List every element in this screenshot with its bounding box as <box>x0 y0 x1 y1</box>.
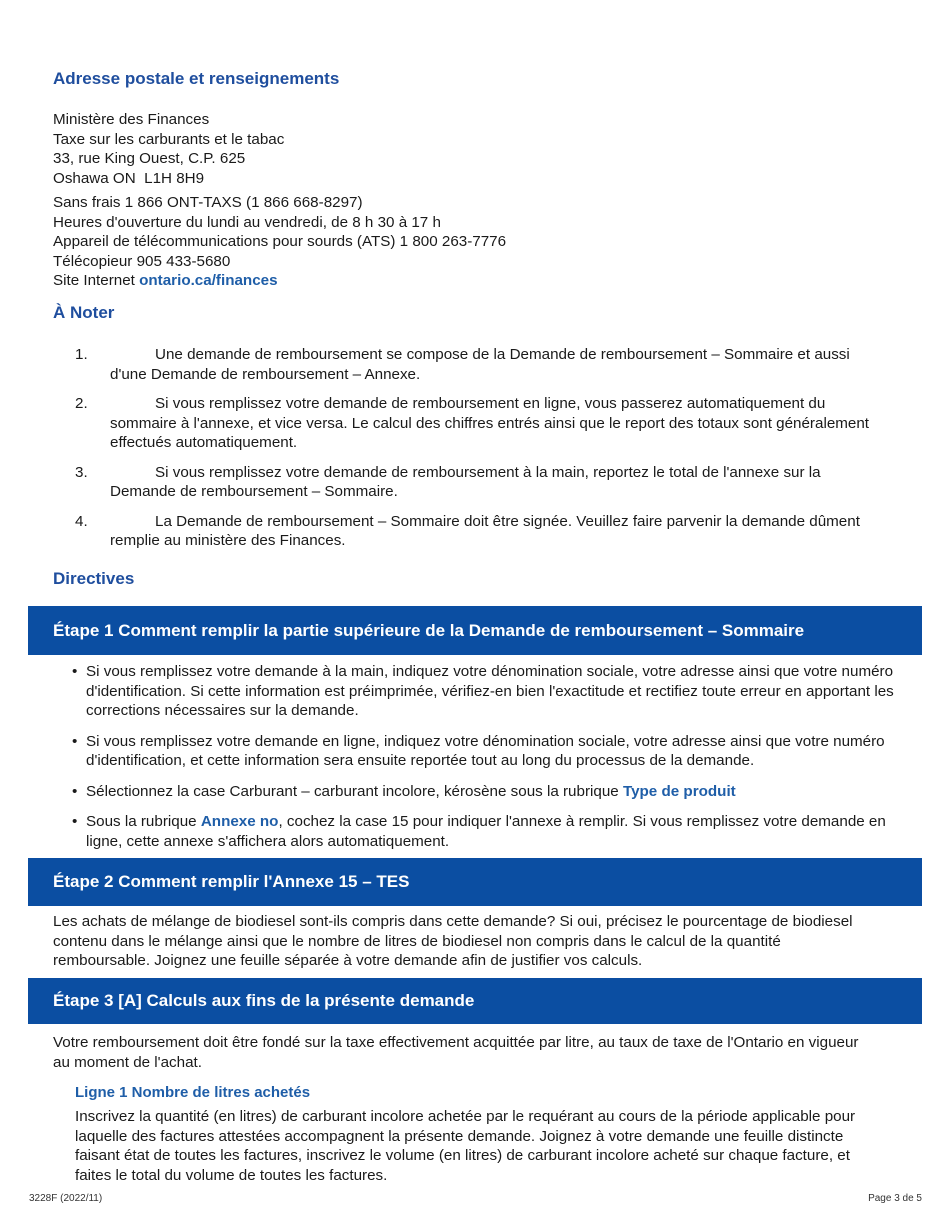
bullet-text: Si vous remplissez votre demande à la main, indiquez votre dénomination sociale, votre adresse ainsi que votre numéro d'identification. Si cette information est préimprimée, vérifiez-en bien l'exactitude et rectifiez toute erreur en apportant les corrections nécessaires sur la demande. <box>86 663 894 719</box>
website-line <box>53 271 753 291</box>
contact-info <box>53 193 753 291</box>
list-item <box>62 345 872 384</box>
step2-banner <box>28 858 922 906</box>
bullet-text: Sous la rubrique <box>86 813 201 830</box>
website-link[interactable]: ontario.ca/finances <box>139 272 278 289</box>
item-number: 3. <box>75 463 88 481</box>
item-number: 4. <box>75 512 88 530</box>
address-line: Taxe sur les carburants et le tabac <box>53 130 285 148</box>
list-item <box>62 463 872 502</box>
list-item <box>62 512 872 551</box>
note-heading: À Noter <box>53 303 115 322</box>
bullet-text: Si vous remplissez votre demande en ligne, indiquez votre dénomination sociale, votre adresse ainsi que votre numéro d'identification, et cette information sera ensuite reportée tout au long du processus de la demande. <box>86 732 885 769</box>
bullet-icon: • <box>72 663 78 680</box>
product-type-link[interactable]: Type de produit <box>622 782 736 800</box>
item-text: La Demande de remboursement – Sommaire doit être signée. Veuillez faire parvenir la demande dûment remplie au ministère des Finances. <box>110 512 860 549</box>
step2-text: Les achats de mélange de biodiesel sont-ils compris dans cette demande? Si oui, précisez le pourcentage de biodiesel contenu dans le mélange ainsi que le nombre de litres de biodiesel non compris dans le calcul de la quantité remboursable. Joignez une feuille séparée à votre demande afin de justifier vos calculs. <box>53 913 853 969</box>
step3-banner <box>28 978 922 1024</box>
mailing-heading: Adresse postale et renseignements <box>53 69 340 88</box>
item-text: Si vous remplissez votre demande de remboursement à la main, reportez le total de l'annexe sur la Demande de remboursement – Sommaire. <box>110 463 821 500</box>
address-line: Ministère des Finances <box>53 111 210 128</box>
step1-title: Étape 1 Comment remplir la partie supérieure de la Demande de remboursement – Sommaire <box>53 620 805 640</box>
list-item <box>72 662 897 721</box>
step3-title: Étape 3 [A] Calculs aux fins de la présente demande <box>53 991 475 1010</box>
form-code: 3228F (2022/11) <box>29 1193 103 1204</box>
line1-text: Inscrivez la quantité (en litres) de carburant incolore achetée par le requérant au cours de la période applicable pour laquelle des factures attestées accompagnent la présente demande. Joignez à votre demande une feuille distincte faisant état de toutes les factures, inscrivez le volume (en litres) de carburant incolore acheté sur chaque facture, et faites le total du volume de toutes les factures. <box>75 1108 856 1184</box>
bullet-icon: • <box>72 782 78 800</box>
list-item <box>72 732 897 771</box>
mailing-address <box>53 110 753 188</box>
contact-line: Heures d'ouverture du lundi au vendredi, de 8 h 30 à 17 h <box>53 213 441 231</box>
list-item <box>72 782 897 802</box>
step3-text: Votre remboursement doit être fondé sur la taxe effectivement acquittée par litre, au taux de taxe de l'Ontario en vigueur au moment de l'achat. <box>53 1034 859 1071</box>
annex-no-link[interactable]: Annexe no <box>200 813 279 830</box>
item-text: Si vous remplissez votre demande de remboursement en ligne, vous passerez automatiquement du sommaire à l'annexe, et vice versa. Le calcul des chiffres entrés ainsi que le report des totaux sont généralement effectués automatiquement. <box>110 395 870 451</box>
item-number: 2. <box>75 395 88 412</box>
contact-line: Télécopieur 905 433-5680 <box>53 252 231 270</box>
directives-heading: Directives <box>53 569 135 588</box>
list-item <box>62 394 872 453</box>
step1-banner <box>28 606 922 655</box>
address-line: 33, rue King Ouest, C.P. 625 <box>53 150 246 167</box>
bullet-text: , cochez la case 15 pour indiquer l'annexe à remplir. Si vous remplissez votre demande en ligne, cette annexe s'affichera alors automatiquement. <box>86 813 886 850</box>
item-text: Une demande de remboursement se compose de la Demande de remboursement – Sommaire et aussi d'une Demande de remboursement – Annexe. <box>110 346 850 383</box>
contact-line: Appareil de télécommunications pour sourds (ATS) 1 800 263-7776 <box>53 233 507 250</box>
line1-heading: Ligne 1 Nombre de litres achetés <box>75 1084 311 1101</box>
bullet-icon: • <box>72 732 78 750</box>
contact-line: Sans frais 1 866 ONT-TAXS (1 866 668-8297) <box>53 194 363 211</box>
note-list <box>62 345 872 561</box>
bullet-icon: • <box>72 813 78 830</box>
address-line: Oshawa ON L1H 8H9 <box>53 169 205 187</box>
page-number: Page 3 de 5 <box>868 1193 922 1204</box>
website-label: Site Internet <box>53 272 140 289</box>
step1-bullets <box>72 662 897 862</box>
item-number: 1. <box>75 346 88 363</box>
step2-title: Étape 2 Comment remplir l'Annexe 15 – TES <box>53 872 410 891</box>
bullet-text: Sélectionnez la case Carburant – carburant incolore, kérosène sous la rubrique <box>86 782 623 800</box>
list-item <box>72 812 897 851</box>
